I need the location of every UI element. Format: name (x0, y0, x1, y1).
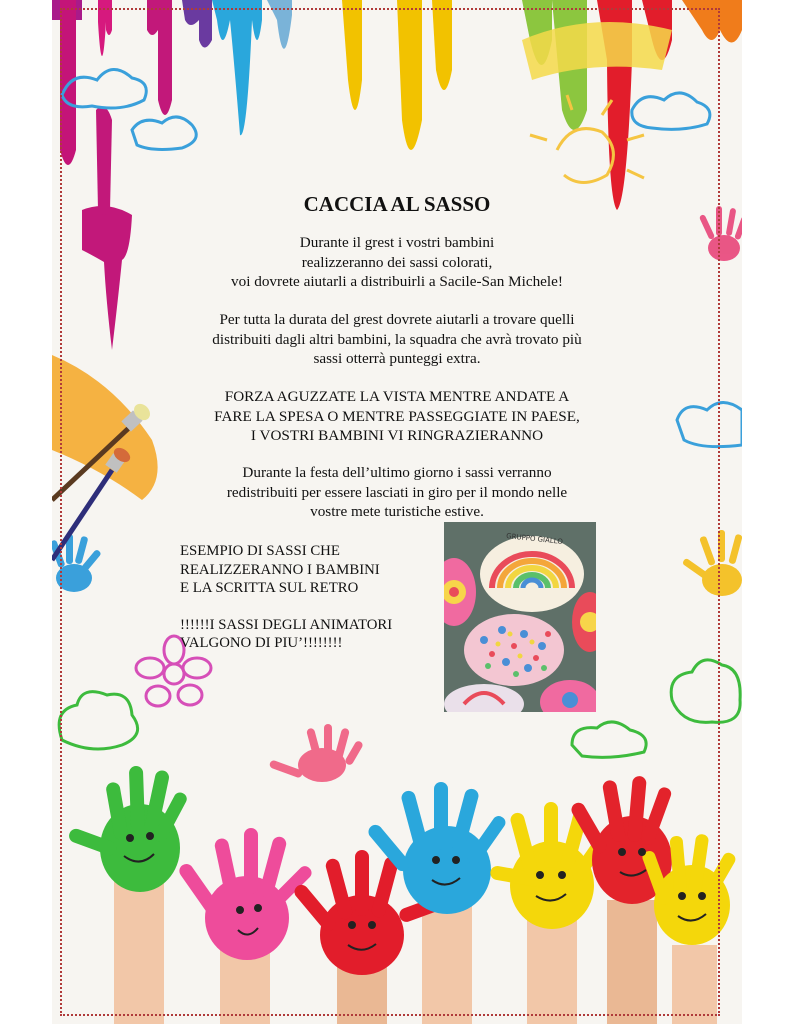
text-line: FORZA AGUZZATE LA VISTA MENTRE ANDATE A (224, 388, 570, 405)
example-text-block (180, 542, 392, 653)
text-line: E LA SCRITTA SUL RETRO (180, 580, 359, 596)
text-line: REALIZZERANNO I BAMBINI (180, 561, 380, 578)
document-page (52, 0, 742, 1024)
document-content (52, 0, 742, 1024)
page-title: CACCIA AL SASSO (303, 192, 491, 216)
text-line: vostre mete turistiche estive. (310, 503, 484, 520)
text-line: ESEMPIO DI SASSI CHE (180, 543, 340, 559)
text-line: realizzeranno dei sassi colorati, (301, 253, 493, 271)
text-line: !!!!!!I SASSI DEGLI ANIMATORI (180, 616, 393, 633)
painted-stones-photo (444, 522, 596, 712)
text-line: Per tutta la durata del grest dovrete aiutarli a trovare quelli (219, 311, 575, 328)
call-to-action-paragraph (52, 387, 742, 446)
text-line: VALGONO DI PIU’!!!!!!!! (180, 635, 343, 651)
text-line: Durante il grest i vostri bambini (299, 234, 495, 251)
rules-paragraph (52, 310, 742, 369)
intro-paragraph (52, 233, 742, 292)
photo-caption: GRUPPO GIALLO (505, 532, 564, 546)
text-line: FARE LA SPESA O MENTRE PASSEGGIATE IN PAESE, (214, 407, 580, 425)
text-line: sassi otterrà punteggi extra. (313, 350, 481, 367)
text-line: distribuiti dagli altri bambini, la squadra che avrà trovato più (212, 330, 582, 348)
text-line: Durante la festa dell’ultimo giorno i sassi verranno (242, 464, 552, 481)
text-line: voi dovrete aiutarli a distribuirli a Sacile-San Michele! (231, 273, 563, 290)
final-day-paragraph (52, 463, 742, 522)
stones-illustration (444, 522, 596, 712)
spacer (180, 598, 392, 616)
text-line: redistribuiti per essere lasciati in giro per il mondo nelle (226, 483, 568, 501)
text-line: I VOSTRI BAMBINI VI RINGRAZIERANNO (250, 427, 544, 444)
